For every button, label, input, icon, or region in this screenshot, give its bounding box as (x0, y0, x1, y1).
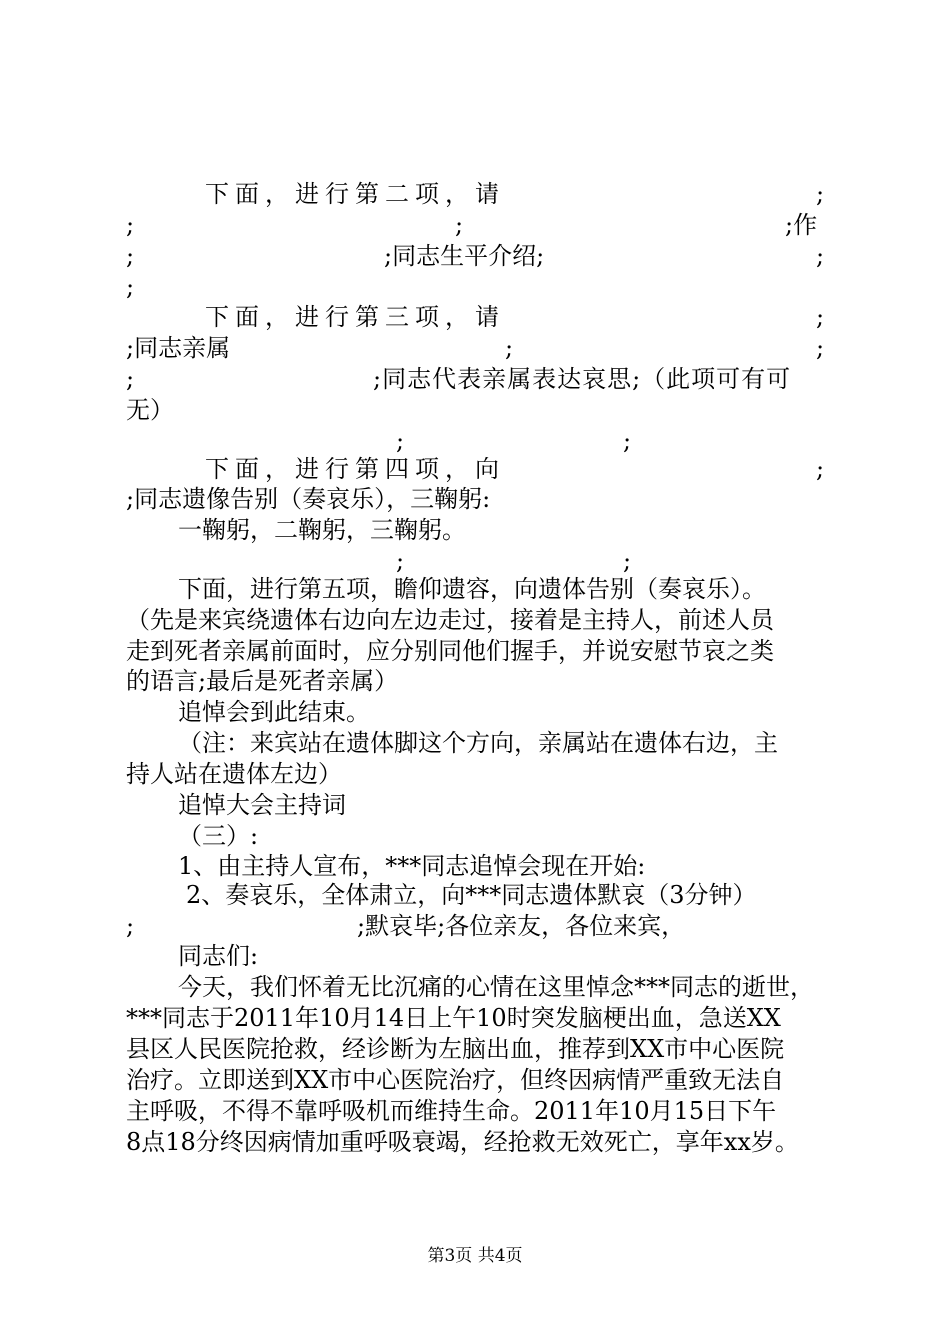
text-line: ; (816, 242, 825, 270)
text-line: 2、奏哀乐，全体肃立，向***同志遗体默哀（3分钟） (186, 881, 757, 909)
text-line: ;默哀毕;各位亲友，各位来宾， (357, 912, 686, 940)
text-line: 今天，我们怀着无比沉痛的心情在这里悼念***同志的逝世， (178, 973, 814, 1001)
text-line: ; (623, 427, 632, 455)
text-line: （三）: (178, 822, 259, 850)
text-line: ; (126, 242, 135, 270)
text-line: 持人站在遗体左边） (126, 760, 342, 788)
text-line: 下面，进行第三项，请 (205, 303, 505, 331)
text-line: ;同志亲属 (126, 334, 231, 362)
text-line: ;作 (785, 211, 818, 239)
text-line: 同志们: (178, 942, 259, 970)
text-line: ; (126, 365, 135, 393)
text-line: 主呼吸，不得不靠呼吸机而维持生命。2011年10月15日下午 (126, 1097, 777, 1125)
text-line: 县区人民医院抢救，经诊断为左脑出血，推荐到XX市中心医院 (126, 1035, 785, 1063)
text-line: ;同志代表亲属表达哀思;（此项可有可 (373, 365, 792, 393)
text-line: 下面，进行第四项，向 (205, 455, 505, 483)
text-line: ; (126, 273, 135, 301)
text-line: 一鞠躬，二鞠躬，三鞠躬。 (178, 516, 466, 544)
text-line: ; (455, 211, 464, 239)
text-line: 无） (126, 396, 174, 424)
text-line: ***同志于2011年10月14日上午10时突发脑梗出血，急送XX (126, 1004, 781, 1032)
text-line: ; (126, 211, 135, 239)
text-line: 8点18分终因病情加重呼吸衰竭，经抢救无效死亡，享年xx岁。 (126, 1128, 799, 1156)
text-line: ;同志遗像告别（奏哀乐），三鞠躬: (126, 485, 491, 513)
text-line: ; (816, 334, 825, 362)
text-line: 1、由主持人宣布，***同志追悼会现在开始: (178, 852, 646, 880)
text-line: ; (396, 547, 405, 575)
text-line: ; (505, 334, 514, 362)
text-line: （先是来宾绕遗体右边向左边走过，接着是主持人，前述人员 (126, 606, 774, 634)
text-line: ; (396, 427, 405, 455)
text-line: ; (816, 180, 825, 208)
text-line: 追悼会到此结束。 (178, 698, 370, 726)
text-line: 走到死者亲属前面时，应分别同他们握手，并说安慰节哀之类 (126, 637, 774, 665)
text-line: （注：来宾站在遗体脚这个方向，亲属站在遗体右边，主 (178, 729, 778, 757)
text-line: 下面，进行第五项，瞻仰遗容，向遗体告别（奏哀乐）。 (178, 575, 766, 603)
text-line: 的语言;最后是死者亲属） (126, 667, 399, 695)
text-line: ; (126, 912, 135, 940)
text-line: ; (816, 303, 825, 331)
text-line: 下面，进行第二项，请 (205, 180, 505, 208)
text-line: 追悼大会主持词 (178, 791, 346, 819)
text-line: ; (623, 547, 632, 575)
text-line: 治疗。立即送到XX市中心医院治疗，但终因病情严重致无法自 (126, 1066, 785, 1094)
text-line: ; (816, 455, 825, 483)
page-footer: 第3页 共4页 (427, 1246, 523, 1266)
text-line: ;同志生平介绍; (384, 242, 545, 270)
